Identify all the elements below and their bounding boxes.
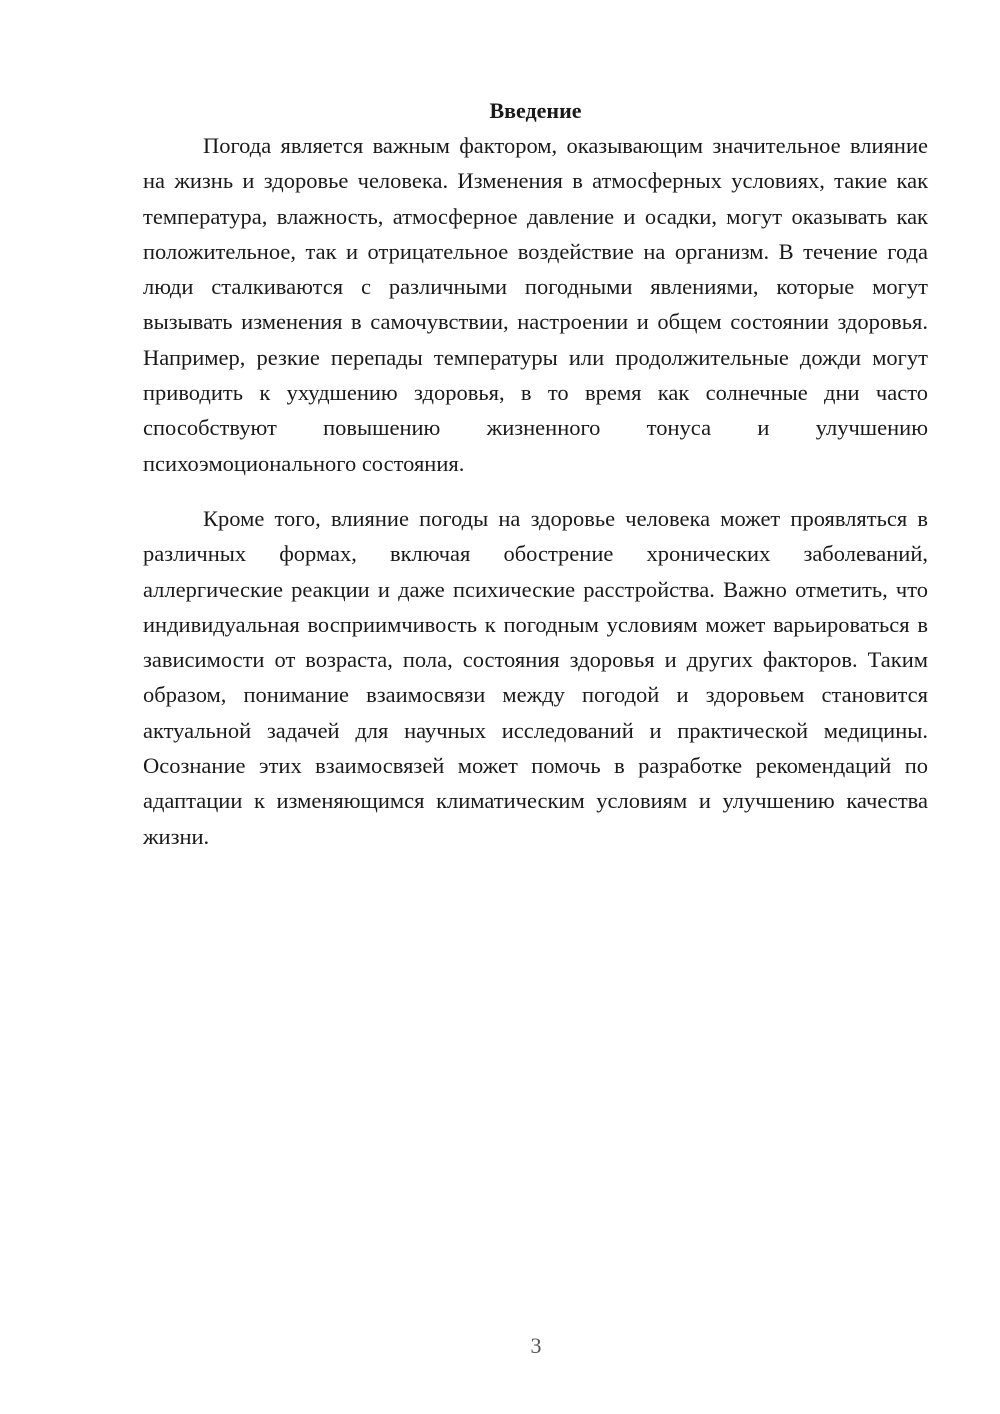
page-content [143, 94, 928, 854]
paragraph-1: Погода является важным фактором, оказывающим значительное влияние на жизнь и здоровье человека. Изменения в атмосферных условиях, такие как температура, влажность, атмосферное давление и осадки, могут оказывать как положительное, так и отрицательное воздействие на организм. В течение года люди сталкиваются с различными погодными явлениями, которые могут вызывать изменения в самочувствии, настроении и общем состоянии здоровья. Например, резкие перепады температуры или продолжительные дожди могут приводить к ухудшению здоровья, в то время как солнечные дни часто способствуют повышению жизненного тонуса и улучшению психоэмоционального состояния. [143, 133, 928, 476]
page-number: 3 [530, 1333, 542, 1358]
section-heading: Введение [489, 98, 582, 123]
paragraph-2: Кроме того, влияние погоды на здоровье человека может проявляться в различных формах, включая обострение хронических заболеваний, аллергические реакции и даже психические расстройства. Важно отметить, что индивидуальная восприимчивость к погодным условиям может варьироваться в зависимости от возраста, пола, состояния здоровья и других факторов. Таким образом, понимание взаимосвязи между погодой и здоровьем становится актуальной задачей для научных исследований и практической медицины. Осознание этих взаимосвязей может помочь в разработке рекомендаций по адаптации к изменяющимся климатическим условиям и улучшению качества жизни. [143, 505, 928, 849]
